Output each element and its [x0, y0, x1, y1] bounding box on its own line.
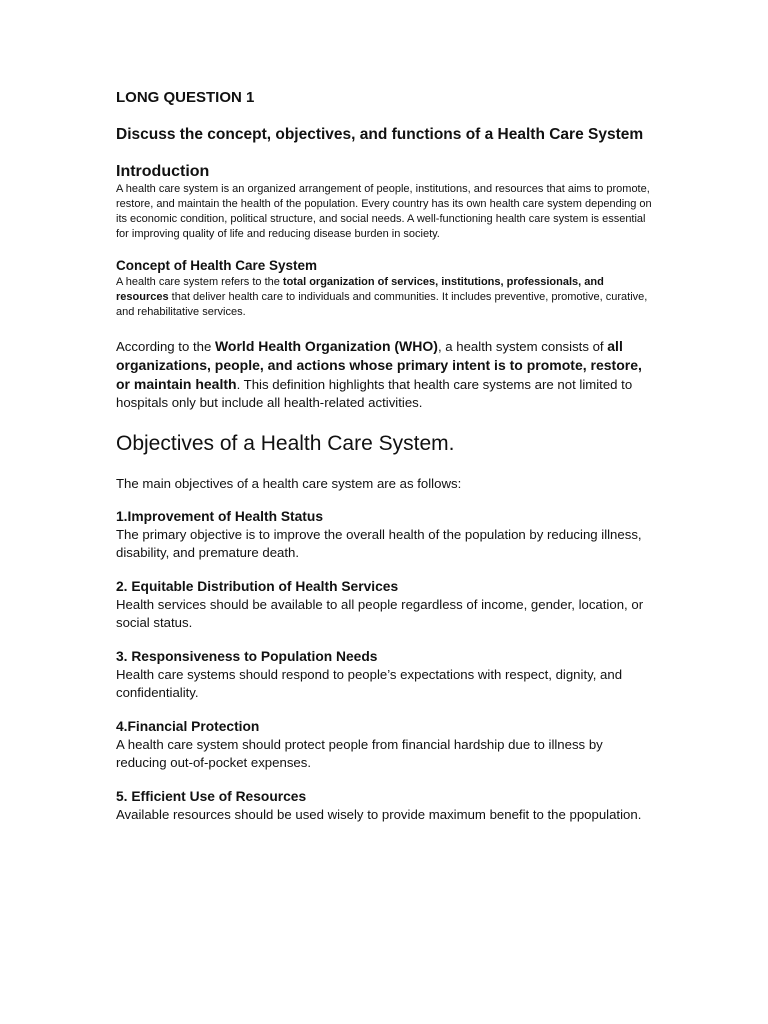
- concept-text-bold: total organization of services, institutions, professionals, and resources: [116, 276, 604, 303]
- objective-title: 3. Responsiveness to Population Needs: [116, 649, 378, 664]
- objective-text: Available resources should be used wisely to provide maximum benefit to the ppopulation.: [116, 807, 642, 822]
- objective-item: [116, 788, 656, 824]
- concept-text-pre: A health care system refers to the: [116, 276, 283, 288]
- objectives-heading: Objectives of a Health Care System.: [116, 432, 455, 455]
- introduction-heading: Introduction: [116, 163, 210, 180]
- objective-text: Health services should be available to all people regardless of income, gender, location, or social status.: [116, 597, 644, 630]
- objective-title: 4.Financial Protection: [116, 719, 260, 734]
- concept-heading: Concept of Health Care System: [116, 258, 318, 273]
- who-org: World Health Organization (WHO): [214, 338, 438, 354]
- who-pre: According to the: [116, 339, 215, 354]
- concept-text-post: that deliver health care to individuals and communities. It includes preventive, promotive, curative, and rehabilitative services.: [116, 291, 648, 318]
- objective-text: A health care system should protect people from financial hardship due to illness by reducing out-of-pocket expenses.: [116, 737, 603, 770]
- introduction-text: A health care system is an organized arrangement of people, institutions, and resources that aims to promote, restore, and maintain the health of the population. Every country has its own health care system depending on its economic condition, political structure, and social needs. A well-functioning health care system is essential for improving quality of life and reducing disease burden in society.: [116, 183, 652, 240]
- who-definition: all organizations, people, and actions whose primary intent is to promote, restore, or maintain health: [116, 338, 642, 392]
- objective-title: 5. Efficient Use of Resources: [116, 789, 307, 804]
- objective-item: [116, 508, 656, 562]
- objectives-intro: The main objectives of a health care system are as follows:: [116, 476, 462, 491]
- objective-item: [116, 718, 656, 772]
- objective-title: 1.Improvement of Health Status: [116, 509, 323, 524]
- concept-text: [116, 275, 656, 320]
- objective-item: [116, 648, 656, 702]
- who-definition-paragraph: [116, 337, 656, 412]
- who-post: . This definition highlights that health care systems are not limited to hospitals only but include all health-related activities.: [116, 377, 633, 410]
- objective-text: The primary objective is to improve the overall health of the population by reducing illness, disability, and premature death.: [116, 527, 642, 560]
- objectives-list: [116, 508, 656, 824]
- question-label: LONG QUESTION 1: [116, 89, 255, 106]
- question-title: Discuss the concept, objectives, and functions of a Health Care System: [116, 126, 644, 143]
- objective-title: 2. Equitable Distribution of Health Services: [116, 579, 399, 594]
- who-mid: , a health system consists of: [437, 339, 608, 354]
- objective-item: [116, 578, 656, 632]
- objective-text: Health care systems should respond to people’s expectations with respect, dignity, and confidentiality.: [116, 667, 623, 700]
- document-body: [116, 88, 656, 824]
